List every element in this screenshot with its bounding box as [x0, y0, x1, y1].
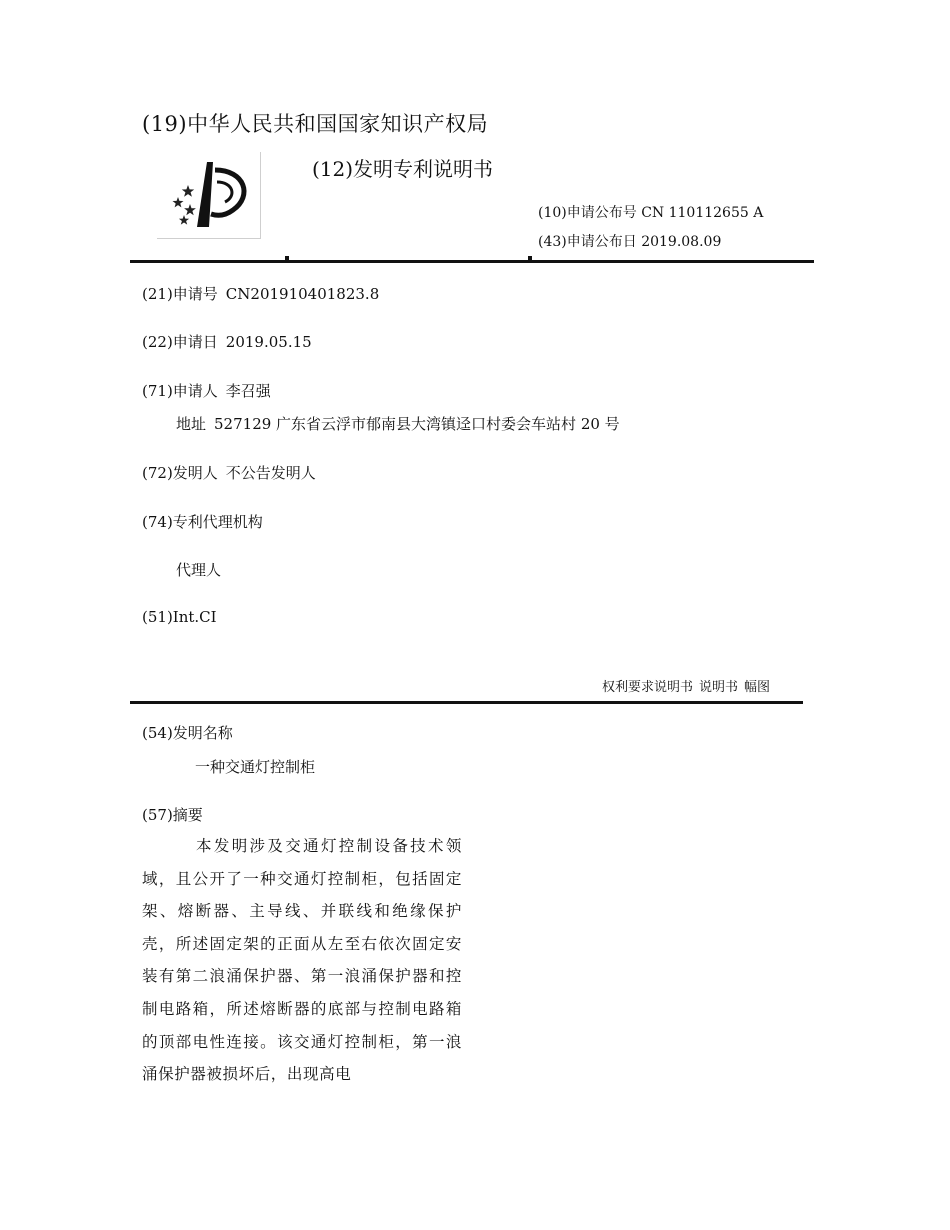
field-value: 2019.05.15	[225, 333, 312, 351]
publication-date: (43)申请公布日 2019.08.09	[538, 234, 722, 250]
document-contents	[602, 676, 776, 695]
invention-title: 一种交通灯控制柜	[195, 758, 316, 776]
abstract-text: 本发明涉及交通灯控制设备技术领域，且公开了一种交通灯控制柜，包括固定架、熔断器、主导线、并联线和绝缘保护壳，所述固定架的正面从左至右依次固定安装有第二浪涌保护器、第一浪涌保护器和控制电路箱，所述熔断器的底部与控制电路箱的顶部电性连接。该交通灯控制柜，第一浪涌保护器被损坏后，出现高电	[142, 837, 462, 1084]
office-name: (19)中华人民共和国国家知识产权局	[142, 112, 489, 136]
document-type: (12)发明专利说明书	[312, 157, 494, 181]
field-value: 527129 广东省云浮市郁南县大湾镇迳口村委会车站村 20 号	[214, 415, 620, 433]
invention-title-label: (54)发明名称	[142, 724, 233, 742]
application-number	[142, 283, 379, 304]
field-label: (22)申请日	[142, 333, 218, 351]
publication-number: (10)申请公布号 CN 110112655 A	[538, 205, 764, 221]
field-value: CN201910401823.8	[225, 285, 380, 303]
divider-tick	[285, 256, 289, 263]
applicant	[142, 380, 271, 401]
field-value: 不公告发明人	[225, 464, 316, 482]
toc-description: 说明书	[699, 680, 739, 695]
applicant-address	[176, 413, 620, 434]
toc-drawings: 幅图	[744, 680, 771, 695]
section-divider	[130, 701, 803, 704]
field-label: 地址	[176, 415, 207, 433]
patent-agency: (74)专利代理机构	[142, 513, 263, 531]
cnipa-logo	[157, 152, 261, 239]
toc-claims: 权利要求说明书	[602, 680, 694, 695]
abstract-label: (57)摘要	[142, 806, 203, 824]
international-classification: (51)Int.CI	[142, 608, 217, 626]
cnipa-emblem-icon	[157, 152, 260, 238]
field-label: (21)申请号	[142, 285, 218, 303]
field-label: (71)申请人	[142, 382, 218, 400]
field-label: (72)发明人	[142, 464, 218, 482]
divider-tick	[528, 256, 532, 263]
application-date	[142, 331, 312, 352]
header-divider	[130, 260, 814, 263]
field-value: 李召强	[225, 382, 271, 400]
inventor	[142, 462, 316, 483]
patent-agent: 代理人	[176, 561, 222, 579]
